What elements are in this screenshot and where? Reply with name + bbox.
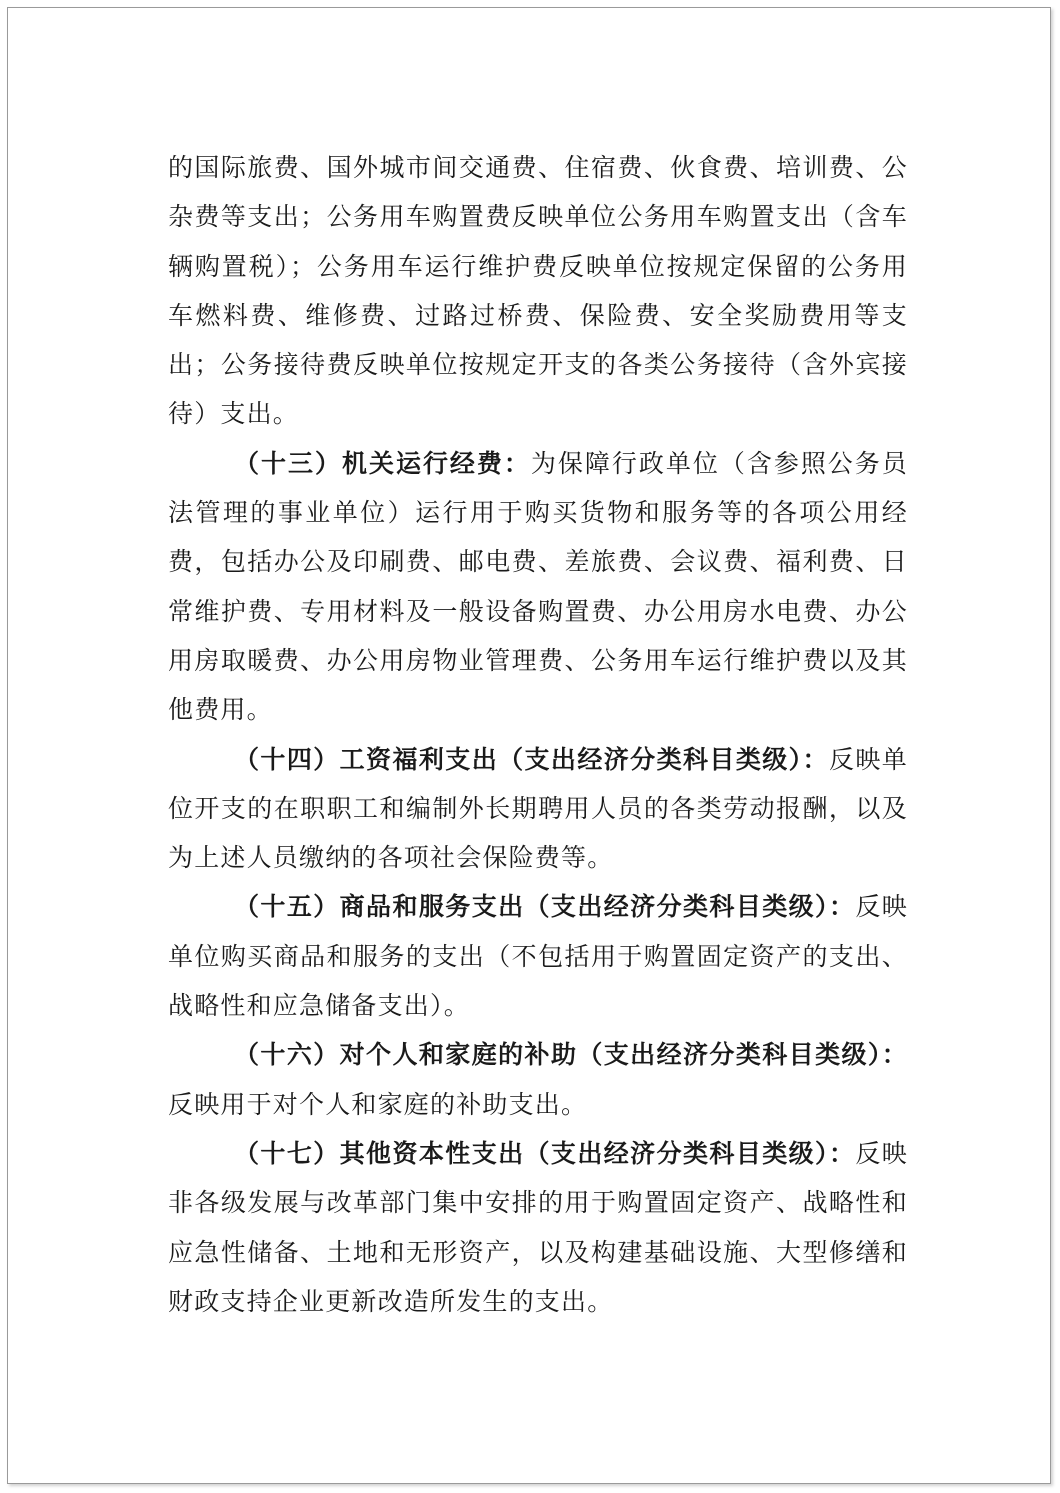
paragraph-continued	[168, 143, 908, 439]
paragraph-text: 反映单位购买商品和服务的支出（不包括用于购置固定资产的支出、战略性和应急储备支出）。	[168, 892, 908, 1021]
paragraph-15	[168, 882, 908, 1030]
paragraph-text: 反映非各级发展与改革部门集中安排的用于购置固定资产、战略性和应急性储备、土地和无形资产，以及构建基础设施、大型修缮和财政支持企业更新改造所发生的支出。	[168, 1138, 908, 1316]
paragraph-heading: （十五）商品和服务支出（支出经济分类科目类级）：	[234, 892, 856, 922]
paragraph-heading: （十三）机关运行经费：	[234, 448, 531, 478]
paragraph-heading: （十四）工资福利支出（支出经济分类科目类级）：	[234, 744, 829, 774]
document-page	[7, 7, 1051, 1484]
paragraph-14	[168, 735, 908, 883]
paragraph-16	[168, 1030, 908, 1129]
paragraph-13	[168, 439, 908, 735]
document-body	[168, 143, 908, 1326]
paragraph-17	[168, 1129, 908, 1326]
paragraph-text: 反映单位开支的在职职工和编制外长期聘用人员的各类劳动报酬，以及为上述人员缴纳的各项社会保险费等。	[168, 744, 908, 873]
paragraph-text: 的国际旅费、国外城市间交通费、住宿费、伙食费、培训费、公杂费等支出；公务用车购置费反映单位公务用车购置支出（含车辆购置税）；公务用车运行维护费反映单位按规定保留的公务用车燃料费、维修费、过路过桥费、保险费、安全奖励费用等支出；公务接待费反映单位按规定开支的各类公务接待（含外宾接待）支出。	[168, 153, 908, 429]
paragraph-heading: （十七）其他资本性支出（支出经济分类科目类级）：	[234, 1138, 856, 1168]
paragraph-heading: （十六）对个人和家庭的补助（支出经济分类科目类级）：	[234, 1040, 908, 1070]
paragraph-text: 为保障行政单位（含参照公务员法管理的事业单位）运行用于购买货物和服务等的各项公用经费，包括办公及印刷费、邮电费、差旅费、会议费、福利费、日常维护费、专用材料及一般设备购置费、办公用房水电费、办公用房取暖费、办公用房物业管理费、公务用车运行维护费以及其他费用。	[168, 448, 908, 725]
paragraph-text: 反映用于对个人和家庭的补助支出。	[168, 1089, 588, 1119]
